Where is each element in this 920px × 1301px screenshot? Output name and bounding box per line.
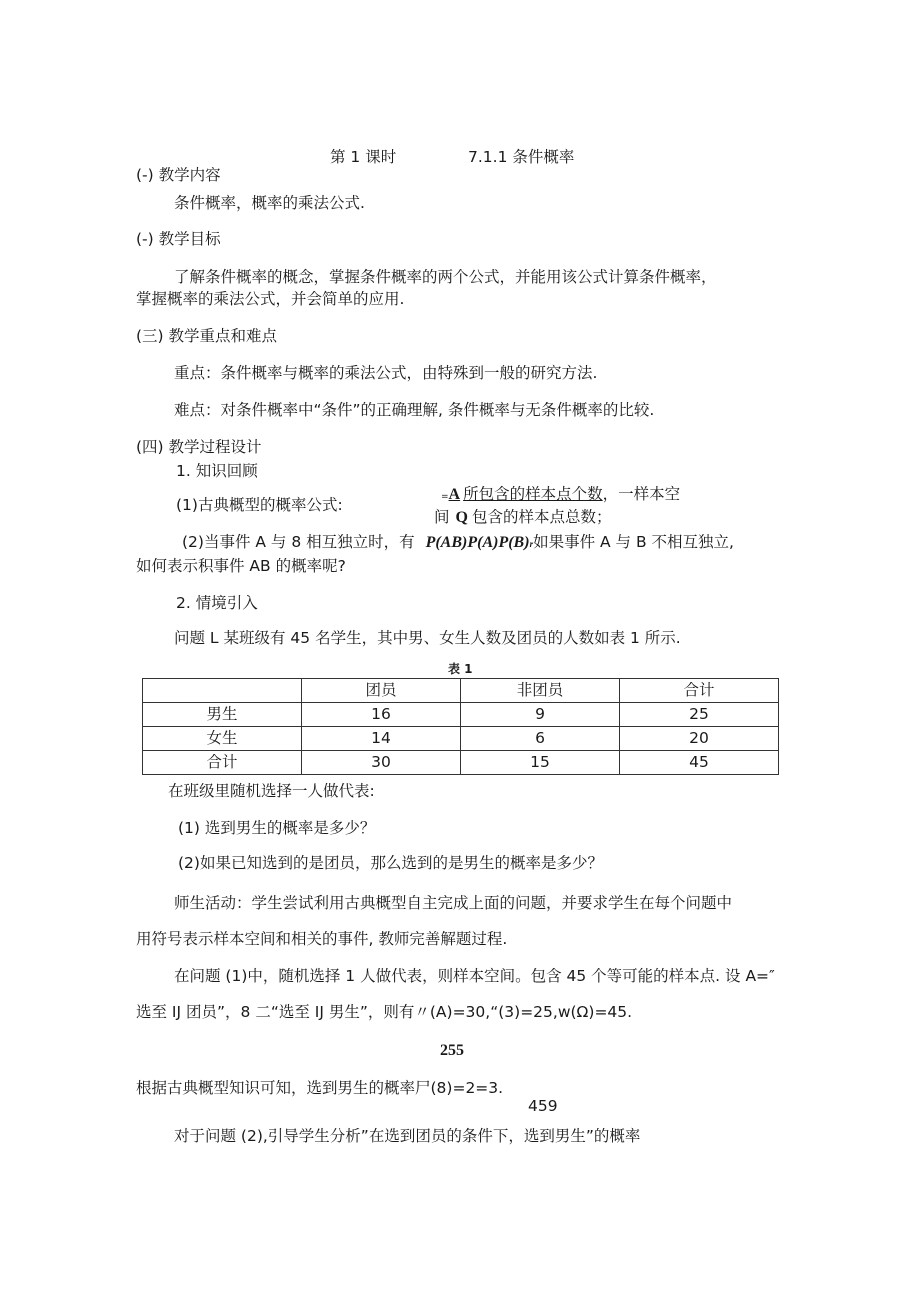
table-row (143, 727, 779, 751)
table-cell: 15 (461, 751, 620, 775)
table-cell: 男生 (143, 703, 302, 727)
table-cell: 9 (461, 703, 620, 727)
table-row (143, 703, 779, 727)
activity-line-1: 师生活动：学生尝试利用古典概型自主完成上面的问题，并要求学生在每个问题中 (174, 894, 733, 912)
fraction-top: 255 (440, 1042, 464, 1059)
lesson-number: 第 1 课时 (330, 148, 397, 166)
table-cell: 20 (620, 727, 779, 751)
table-row (143, 751, 779, 775)
review-item-2-line-2: 如何表示积事件 AB 的概率呢? (136, 557, 346, 575)
formula-den-text: 包含的样本点总数； (471, 508, 612, 526)
goals-line-2: 掌握概率的乘法公式，并会简单的应用. (136, 290, 405, 308)
review-2-text-b: 如果事件 A 与 B 不相互独立, (533, 533, 734, 551)
context-heading: 2. 情境引入 (176, 594, 258, 612)
formula-num-text: 所包含的样本点个数 (463, 485, 603, 503)
review-2-sub: r (529, 539, 534, 549)
table-cell: 6 (461, 727, 620, 751)
problem-statement: 问题 L 某班级有 45 名学生，其中男、女生人数及团员的人数如表 1 所示. (174, 629, 681, 647)
formula-den-prefix: 间 (434, 508, 450, 526)
review-heading: 1. 知识回顾 (176, 462, 258, 480)
formula-num-tail: ，一样本空 (602, 485, 681, 503)
table-cell: 25 (620, 703, 779, 727)
key-point-line: 重点：条件概率与概率的乘法公式，由特殊到一般的研究方法. (174, 364, 598, 382)
table-cell: 合计 (143, 751, 302, 775)
section-heading-content: (-) 教学内容 (136, 166, 221, 184)
question-1: (1) 选到男生的概率是多少？ (178, 819, 376, 837)
student-table (142, 678, 779, 775)
table-cell: 女生 (143, 727, 302, 751)
formula-num-prefix: = (441, 492, 449, 502)
table-cell: 30 (302, 751, 461, 775)
result-line: 根据古典概型知识可知，选到男生的概率尸(8)=2=3. (136, 1079, 504, 1097)
section-heading-goals: (-) 教学目标 (136, 230, 221, 248)
formula-num-A: A (448, 486, 461, 503)
formula-den-Q: Q (455, 509, 468, 526)
formula-numerator (441, 484, 680, 506)
goals-line-1: 了解条件概率的概念，掌握条件概率的两个公式，并能用该公式计算条件概率， (174, 268, 717, 286)
question-2: (2)如果已知选到的是团员，那么选到的是男生的概率是多少？ (178, 854, 603, 872)
table-caption: 表 1 (448, 662, 473, 676)
section-body-content: 条件概率，概率的乘法公式. (174, 194, 365, 212)
table-header-cell: 非团员 (461, 679, 620, 703)
page-title: 7.1.1 条件概率 (468, 148, 575, 166)
review-2-formula: P(AB)P(A)P(B) (425, 534, 530, 551)
section-heading-process: (四) 教学过程设计 (136, 438, 262, 456)
review-item-1-label: (1)古典概型的概率公式: (176, 496, 343, 514)
fraction-bottom: 459 (528, 1097, 558, 1115)
table-header-cell: 合计 (620, 679, 779, 703)
activity-line-2: 用符号表示样本空间和相关的事件, 教师完善解题过程. (136, 930, 508, 948)
solution-line-2: 选至 IJ 团员”，8 二“选至 IJ 男生”，则有〃(A)=30,“(3)=25,w(Ω)=45. (136, 1003, 633, 1021)
table-cell: 16 (302, 703, 461, 727)
formula-denominator (434, 507, 611, 529)
table-header-row (143, 679, 779, 703)
review-item-2-line-1 (182, 532, 734, 554)
table-cell: 14 (302, 727, 461, 751)
section-heading-keypoints: (三) 教学重点和难点 (136, 327, 278, 345)
choose-text: 在班级里随机选择一人做代表: (168, 782, 375, 800)
table-cell: 45 (620, 751, 779, 775)
difficult-point-line: 难点：对条件概率中“条件”的正确理解, 条件概率与无条件概率的比较. (174, 401, 655, 419)
table-header-cell (143, 679, 302, 703)
next-line: 对于问题 (2),引导学生分析”在选到团员的条件下，选到男生”的概率 (174, 1127, 641, 1145)
solution-line-1: 在问题 (1)中，随机选择 1 人做代表，则样本空间。包含 45 个等可能的样本点. 设 A=″ (174, 967, 775, 985)
table-header-cell: 团员 (302, 679, 461, 703)
review-2-text-a: (2)当事件 A 与 8 相互独立时，有 (182, 533, 415, 551)
